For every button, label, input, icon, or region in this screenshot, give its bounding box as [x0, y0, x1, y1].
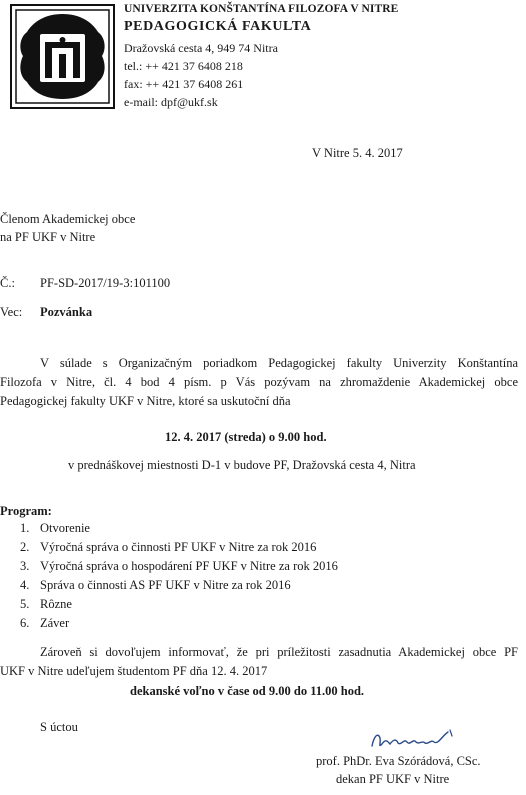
- meeting-date: 12. 4. 2017 (streda) o 9.00 hod.: [165, 430, 327, 444]
- greeting: S úctou: [40, 720, 78, 734]
- address: Dražovská cesta 4, 949 74 Nitra: [124, 41, 278, 55]
- closing-line-2: UKF v Nitre udeľujem študentom PF dňa 12. 4. 2017: [0, 664, 268, 678]
- body-line-2: Filozofa v Nitre, čl. 4 bod 4 písm. p Vás pozývam na zhromaždenie Akademickej obce: [0, 375, 518, 389]
- program-item: 1. Otvorenie: [20, 521, 90, 535]
- signatory-title: dekan PF UKF v Nitre: [336, 772, 450, 786]
- email: e-mail: dpf@ukf.sk: [124, 95, 218, 109]
- meeting-location: v prednáškovej miestnosti D-1 v budove PF, Dražovská cesta 4, Nitra: [68, 458, 416, 472]
- ref-number: PF-SD-2017/19-3:101100: [40, 276, 171, 290]
- program-item: 5. Rôzne: [20, 597, 72, 611]
- program-item: 6. Záver: [20, 616, 70, 630]
- university-name: UNIVERZITA KONŠTANTÍNA FILOZOFA V NITRE: [124, 3, 399, 15]
- faculty-name: PEDAGOGICKÁ FAKULTA: [124, 19, 312, 34]
- ref-label: Č.:: [0, 276, 15, 290]
- signatory-name: prof. PhDr. Eva Szórádová, CSc.: [316, 754, 481, 768]
- program-title: Program:: [0, 504, 52, 518]
- subject-label: Vec:: [0, 305, 23, 319]
- faculty-logo-icon: [10, 4, 115, 109]
- recipient-line-1: Členom Akademickej obce: [0, 212, 136, 226]
- program-item: 3. Výročná správa o hospodárení PF UKF v Nitre za rok 2016: [20, 559, 338, 573]
- subject-value: Pozvánka: [40, 305, 93, 319]
- program-item: 4. Správa o činnosti AS PF UKF v Nitre za rok 2016: [20, 578, 291, 592]
- recipient-line-2: na PF UKF v Nitre: [0, 230, 96, 244]
- date-line: V Nitre 5. 4. 2017: [312, 146, 403, 160]
- day-off-notice: dekanské voľno v čase od 9.00 do 11.00 hod.: [130, 684, 365, 698]
- signature-mark: [368, 726, 458, 754]
- program-item: 2. Výročná správa o činnosti PF UKF v Nitre za rok 2016: [20, 540, 317, 554]
- body-line-3: Pedagogickej fakulty UKF v Nitre, ktoré sa uskutoční dňa: [0, 394, 291, 408]
- phone: tel.: ++ 421 37 6408 218: [124, 59, 243, 73]
- closing-line-1: Zároveň si dovoľujem informovať, že pri príležitosti zasadnutia Akademickej obce PF: [40, 645, 518, 659]
- fax: fax: ++ 421 37 6408 261: [124, 77, 244, 91]
- body-line-1: V súlade s Organizačným poriadkom Pedagogickej fakulty Univerzity Konštantína: [40, 356, 518, 370]
